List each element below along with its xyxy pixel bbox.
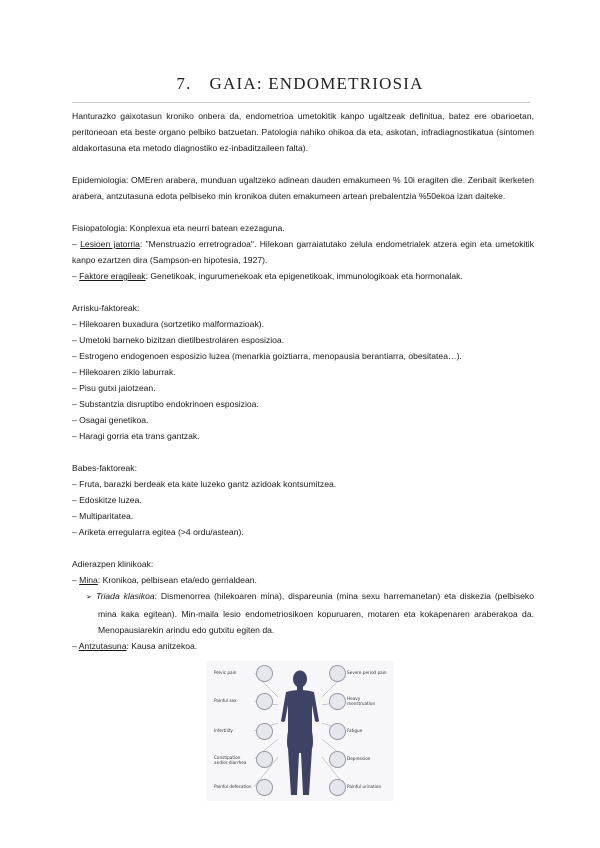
list-item: – Osagai genetikoa. bbox=[72, 415, 149, 425]
chapter-number: 7. bbox=[176, 74, 192, 93]
painful-urination-icon bbox=[329, 779, 346, 796]
lesion-origin-item bbox=[72, 236, 534, 268]
symptoms-figure bbox=[206, 661, 394, 801]
fatigue-icon bbox=[329, 723, 346, 740]
bullet-dash: – bbox=[72, 239, 81, 249]
list-item: – Hilekoaren ziklo laburrak. bbox=[72, 367, 176, 377]
list-item: – Pisu gutxi jaiotzean. bbox=[72, 383, 156, 393]
infertility-text: : Kausa anitzekoa. bbox=[126, 641, 198, 651]
pelvic-pain-icon bbox=[256, 665, 273, 682]
list-item: – Ariketa erregularra egitea (>4 ordu/astean). bbox=[72, 527, 244, 537]
heavy-menstruation-icon bbox=[329, 693, 346, 710]
list-item: – Substantzia disruptibo endokrinoen esposizioa. bbox=[72, 399, 259, 409]
painful-defecation-icon bbox=[256, 779, 273, 796]
infertility-item bbox=[72, 638, 534, 654]
depression-icon bbox=[329, 751, 346, 768]
constipation-icon bbox=[256, 751, 273, 768]
arrow-bullet-icon: ➢ bbox=[86, 594, 92, 601]
pain-text: : Kronikoa, pelbisean eta/edo gerrialdean. bbox=[97, 575, 257, 585]
figure-label: Severe period pain bbox=[347, 670, 387, 675]
list-item: – Hilekoaren buxadura (sortzetiko malformazioak). bbox=[72, 319, 265, 329]
figure-label: Infertility bbox=[214, 728, 233, 733]
period-pain-icon bbox=[329, 665, 346, 682]
list-item: – Estrogeno endogenoen esposizio luzea (menarkia goiztiarra, menopausia berantiarra, obesitatea…). bbox=[72, 351, 462, 361]
chapter-title: GAIA: ENDOMETRIOSIA bbox=[209, 74, 424, 93]
figure-label: Painful urination bbox=[347, 784, 382, 789]
pain-item bbox=[72, 572, 534, 588]
body-silhouette-icon bbox=[206, 661, 394, 801]
intro-paragraph: Hanturazko gaixotasun kroniko onbera da, endometrioa umetokitik kanpo ugaltzeak definitua, batez ere obarioetan, peritoneoan eta beste organo pelbiko batzuetan. Patologia nahiko ohikoa da eta, askotan, infradiagnostikatua (sintomen aldakortasuna eta metodo diagnostiko ez-inbaditzaileen falta). bbox=[72, 111, 534, 153]
body-silhouette bbox=[281, 671, 319, 796]
classic-triad-item bbox=[72, 588, 534, 638]
infertility-label: Antzutasuna bbox=[78, 641, 127, 651]
list-item: – Multiparitatea. bbox=[72, 511, 134, 521]
causal-factors-text: : Genetikoak, ingurumenekoak eta epigenetikoak, immunologikoak eta hormonalak. bbox=[145, 271, 463, 281]
figure-label: Painful defecation bbox=[214, 784, 252, 789]
clinical-heading: Adierazpen klinikoak: bbox=[72, 559, 154, 569]
figure-label: Painful sex bbox=[214, 698, 237, 703]
classic-triad-text: : Dismenorrea (hilekoaren mina), dispareunia (mina sexu harremanetan) eta diskezia (pelbiseko mina kaka egitean). Min-maila lesio endometriosikoen kopuruaren, motaren eta kokapenaren araberakoa da. Menopausiarekin arindu edo gutxitu egiten da. bbox=[98, 591, 534, 635]
causal-factors-item bbox=[72, 268, 534, 284]
title-divider bbox=[72, 102, 530, 103]
bullet-dash: – bbox=[72, 575, 80, 585]
list-item: – Edoskitze luzea. bbox=[72, 495, 142, 505]
protective-factors-heading: Babes-faktoreak: bbox=[72, 463, 137, 473]
figure-label: Fatigue bbox=[347, 728, 363, 733]
physiopathology-heading: Fisiopatologia: Konplexua eta neurri batean ezezaguna. bbox=[72, 223, 285, 233]
list-item: – Fruta, barazki berdeak eta kate luzeko gantz azidoak kontsumitzea. bbox=[72, 479, 337, 489]
bullet-dash: – bbox=[72, 641, 79, 651]
epidemiology-paragraph: Epidemiologia: OMEren arabera, munduan ugaltzeko adinean dauden emakumeen % 10i eragiten die. Zenbait ikerketen arabera, antzutasuna edota pelbiseko min kronikoa duten emakumeen artean prebalentzia %50ekoa izan daiteke. bbox=[72, 175, 534, 201]
figure-label: Depression bbox=[347, 756, 371, 761]
bullet-dash: – bbox=[72, 271, 80, 281]
list-item: – Haragi gorria eta trans gantzak. bbox=[72, 431, 200, 441]
lesion-origin-label: Lesioen jatorria bbox=[80, 239, 140, 249]
lesion-origin-text: : "Menstruazio erretrogradoa". Hilekoan garraiatutako zelula endometrialek atzera egin eta umetokitik kanpo ezartzen dira (Sampson-en hipotesia, 1927). bbox=[72, 239, 534, 265]
page-title bbox=[0, 74, 600, 94]
figure-label: Constipation and/or diarrhea bbox=[214, 755, 247, 765]
list-item: – Umetoki barneko bizitzan dietilbestrolaren esposizioa. bbox=[72, 335, 285, 345]
painful-sex-icon bbox=[256, 693, 273, 710]
causal-factors-label: Faktore eragileak bbox=[79, 271, 146, 281]
figure-label: Heavy menstruation bbox=[347, 696, 376, 706]
pain-label: Mina bbox=[79, 575, 98, 585]
infertility-icon bbox=[256, 723, 273, 740]
figure-label: Pelvic pain bbox=[214, 670, 237, 675]
document-body bbox=[72, 108, 534, 654]
risk-factors-heading: Arrisku-faktoreak: bbox=[72, 303, 140, 313]
classic-triad-label: Triada klasikoa bbox=[96, 591, 155, 601]
